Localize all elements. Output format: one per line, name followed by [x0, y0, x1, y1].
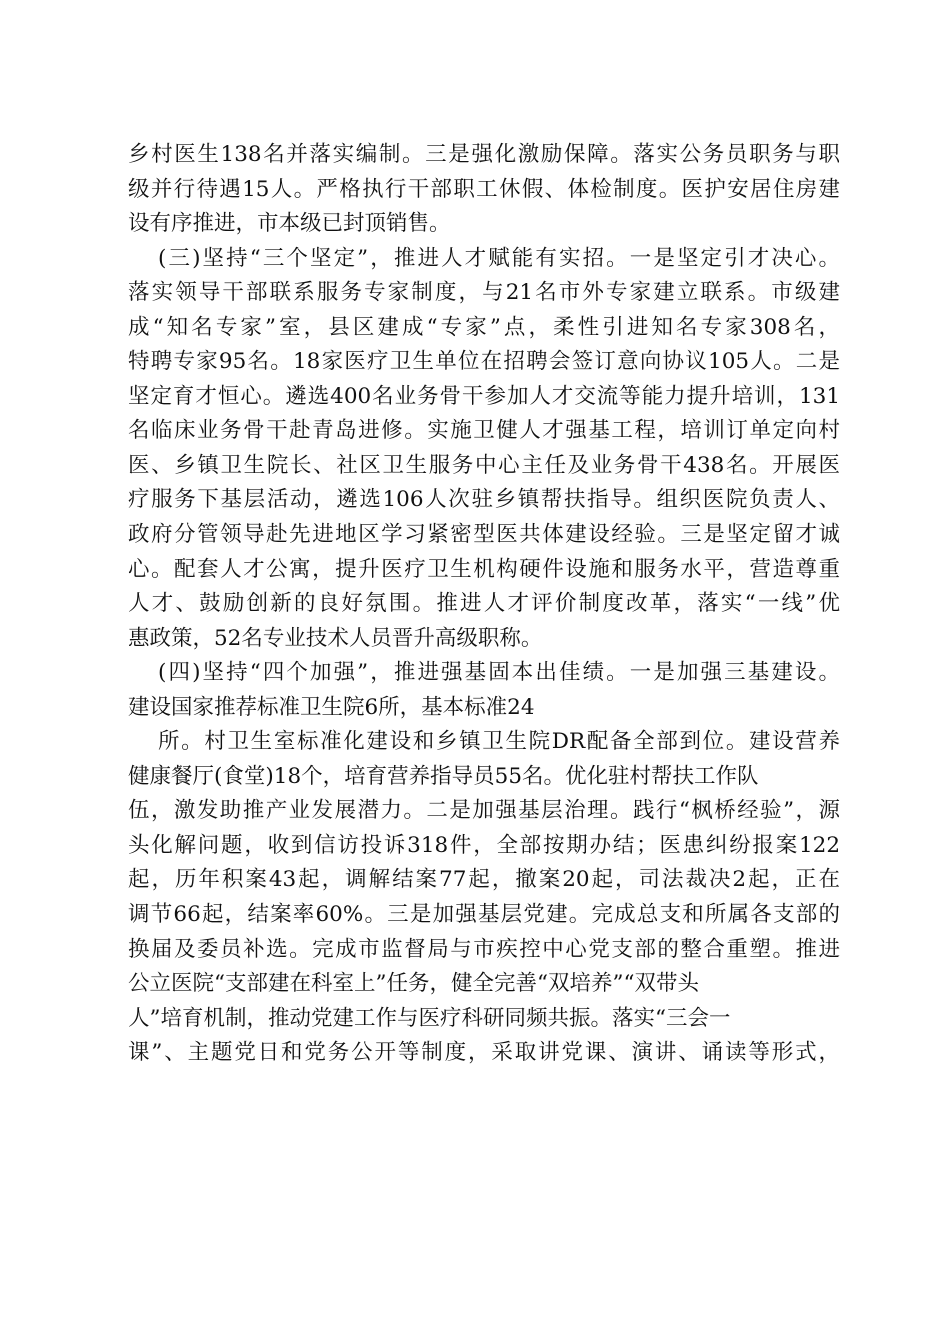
text-line: 疗服务下基层活动，遴选106人次驻乡镇帮扶指导。组织医院负责人、: [128, 487, 840, 513]
text-line: 坚定育才恒心。遴选400名业务骨干参加人才交流等能力提升培训，131: [128, 383, 840, 409]
text-line: 起，历年积案43起，调解结案77起，撤案20起，司法裁决2起，正在: [128, 867, 840, 893]
text-line: 课”、主题党日和党务公开等制度，采取讲党课、演讲、诵读等形式，: [128, 1040, 840, 1066]
text-line: 落实领导干部联系服务专家制度，与21名市外专家建立联系。市级建: [128, 280, 840, 306]
text-line: 名临床业务骨干赴青岛进修。实施卫健人才强基工程，培训订单定向村: [128, 418, 840, 444]
text-line: 伍，激发助推产业发展潜力。二是加强基层治理。践行“枫桥经验”，源: [128, 798, 840, 824]
text-line: 特聘专家95名。18家医疗卫生单位在招聘会签订意向协议105人。二是: [128, 349, 840, 375]
text-line: 设有序推进，市本级已封顶销售。: [128, 211, 451, 237]
text-line: 惠政策，52名专业技术人员晋升高级职称。: [128, 625, 543, 651]
text-line: 建设国家推荐标准卫生院6所，基本标准24: [128, 694, 535, 720]
text-line: 头化解问题，收到信访投诉318件，全部按期办结；医患纠纷报案122: [128, 832, 840, 858]
text-line: 心。配套人才公寓，提升医疗卫生机构硬件设施和服务水平，营造尊重: [128, 556, 840, 582]
document-body: [128, 138, 840, 1071]
text-line: 换届及委员补选。完成市监督局与市疾控中心党支部的整合重塑。推进: [128, 936, 840, 962]
text-line: (三)坚持“三个坚定”，推进人才赋能有实招。一是坚定引才决心。: [158, 245, 840, 271]
text-line: 人才、鼓励创新的良好氛围。推进人才评价制度改革，落实“一线”优: [128, 591, 840, 617]
text-line: 人”培育机制，推动党建工作与医疗科研同频共振。落实“三会一: [128, 1005, 731, 1031]
text-line: 政府分管领导赴先进地区学习紧密型医共体建设经验。三是坚定留才诚: [128, 522, 840, 548]
text-line: 公立医院“支部建在科室上”任务，健全完善“双培养”“双带头: [128, 971, 699, 997]
text-line: 健康餐厅(食堂)18个，培育营养指导员55名。优化驻村帮扶工作队: [128, 763, 759, 789]
text-line: 乡村医生138名并落实编制。三是强化激励保障。落实公务员职务与职: [128, 142, 840, 167]
text-line: (四)坚持“四个加强”，推进强基固本出佳绩。一是加强三基建设。: [158, 660, 840, 686]
text-line: 成“知名专家”室，县区建成“专家”点，柔性引进知名专家308名，: [128, 314, 840, 340]
text-line: 所。村卫生室标准化建设和乡镇卫生院DR配备全部到位。建设营养: [158, 729, 840, 755]
text-line: 级并行待遇15人。严格执行干部职工休假、体检制度。医护安居住房建: [128, 176, 840, 202]
text-line: 医、乡镇卫生院长、社区卫生服务中心主任及业务骨干438名。开展医: [128, 452, 840, 478]
text-line: 调节66起，结案率60%。三是加强基层党建。完成总支和所属各支部的: [128, 902, 840, 928]
